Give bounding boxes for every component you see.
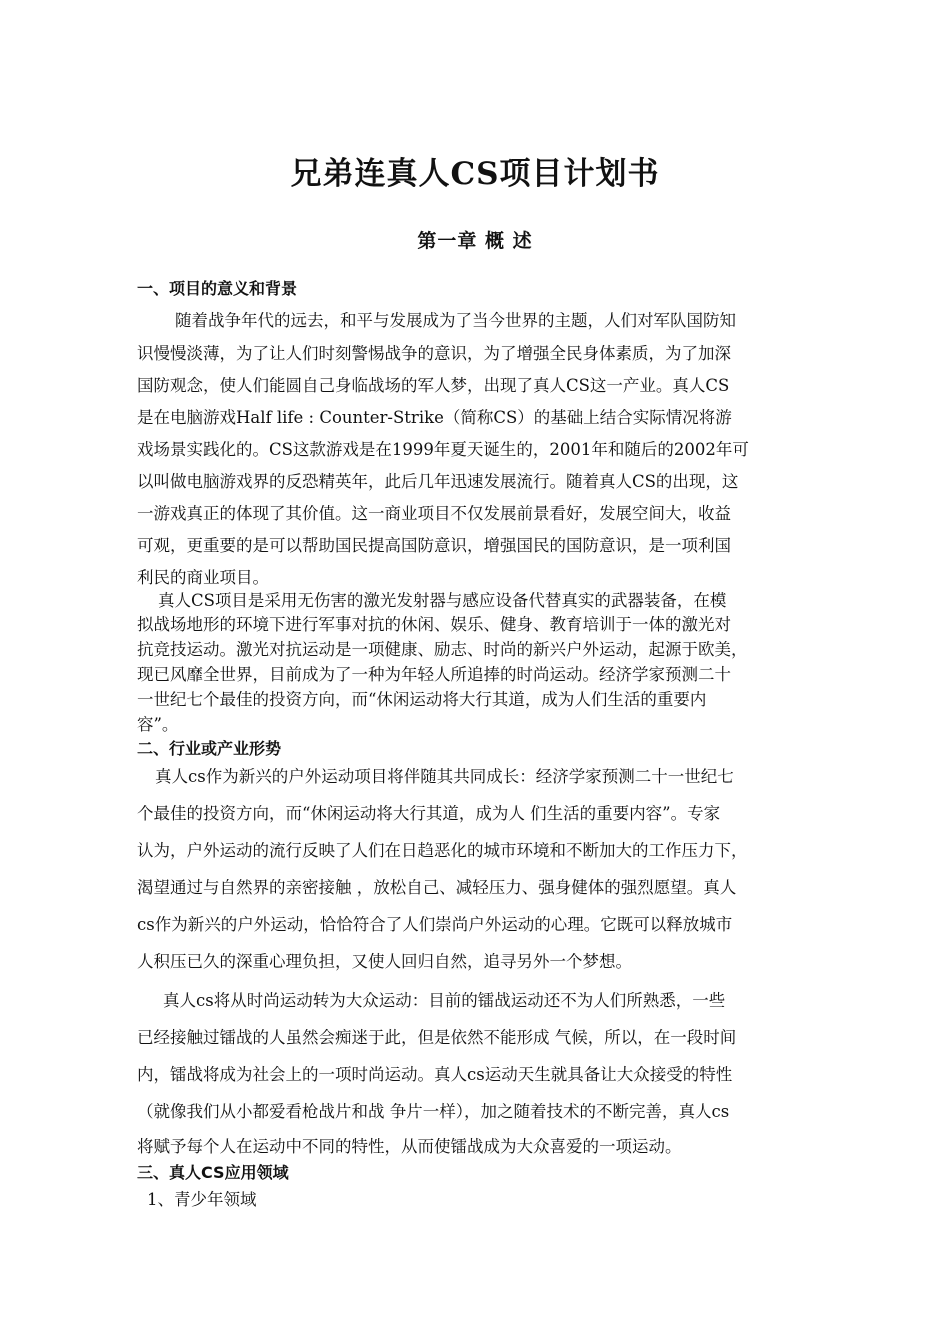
paragraph-line: 将赋予每个人在运动中不同的特性，从而使镭战成为大众喜爱的一项运动。 [137,1137,682,1156]
paragraph-line: 真人cs将从时尚运动转为大众运动：目前的镭战运动还不为人们所熟悉，一些 [163,991,726,1010]
paragraph-line: 真人CS项目是采用无伤害的激光发射器与感应设备代替真实的武器装备，在模 [158,591,727,610]
paragraph-line: 可观，更重要的是可以帮助国民提高国防意识，增强国民的国防意识，是一项利国 [137,536,731,555]
paragraph-line: 拟战场地形的环境下进行军事对抗的休闲、娱乐、健身、教育培训于一体的激光对 [137,615,731,634]
paragraph-line: 认为，户外运动的流行反映了人们在日趋恶化的城市环境和不断加大的工作压力下， [137,841,748,860]
paragraph-line: 人积压已久的深重心理负担，又使人回归自然，追寻另外一个梦想。 [137,952,632,971]
paragraph-line: 一世纪七个最佳的投资方向，而“休闲运动将大行其道，成为人们生活的重要内 [137,690,707,709]
paragraph-line: cs作为新兴的户外运动，恰恰符合了人们崇尚户外运动的心理。它既可以释放城市 [137,915,733,934]
paragraph-line: 现已风靡全世界，目前成为了一种为年轻人所追捧的时尚运动。经济学家预测二十 [137,665,731,684]
paragraph-line: 个最佳的投资方向，而“休闲运动将大行其道，成为人 们生活的重要内容”。专家 [137,804,721,823]
section-heading-1: 一、项目的意义和背景 [137,279,298,298]
paragraph-line: 渴望通过与自然界的亲密接触 ，放松自己、减轻压力、强身健体的强烈愿望。真人 [137,878,737,897]
paragraph-line: 戏场景实践化的。CS这款游戏是在1999年夏天诞生的，2001年和随后的2002年可 [137,440,749,459]
paragraph-line: （就像我们从小都爱看枪战片和战 争片一样），加之随着技术的不断完善，真人cs [137,1102,730,1121]
paragraph-line: 随着战争年代的远去，和平与发展成为了当今世界的主题，人们对军队国防知 [175,311,736,330]
section-heading-3: 三、真人CS应用领域 [137,1163,289,1182]
chapter-heading: 第一章 概 述 [417,230,533,252]
paragraph-line: 利民的商业项目。 [137,568,269,587]
paragraph-line: 以叫做电脑游戏界的反恐精英年，此后几年迅速发展流行。随着真人CS的出现，这 [137,472,739,491]
paragraph-line: 国防观念，使人们能圆自己身临战场的军人梦，出现了真人CS这一产业。真人CS [137,376,730,395]
document-title: 兄弟连真人CS项目计划书 [290,156,660,192]
paragraph-line: 抗竞技运动。激光对抗运动是一项健康、励志、时尚的新兴户外运动，起源于欧美， [137,640,748,659]
paragraph-line: 内，镭战将成为社会上的一项时尚运动。真人cs运动天生就具备让大众接受的特性 [137,1065,733,1084]
paragraph-line: 真人cs作为新兴的户外运动项目将伴随其共同成长：经济学家预测二十一世纪七 [155,767,734,786]
paragraph-line: 已经接触过镭战的人虽然会痴迷于此，但是依然不能形成 气候，所以，在一段时间 [137,1028,737,1047]
paragraph-line: 识慢慢淡薄，为了让人们时刻警惕战争的意识，为了增强全民身体素质，为了加深 [137,344,731,363]
list-item: 1、青少年领域 [147,1190,257,1209]
paragraph-line: 一游戏真正的体现了其价值。这一商业项目不仅发展前景看好，发展空间大，收益 [137,504,731,523]
section-heading-2: 二、行业或产业形势 [137,739,282,758]
paragraph-line: 容”。 [137,715,179,734]
paragraph-line: 是在电脑游戏Half life : Counter-Strike（简称CS）的基础上结合实际情况将游 [137,408,732,427]
